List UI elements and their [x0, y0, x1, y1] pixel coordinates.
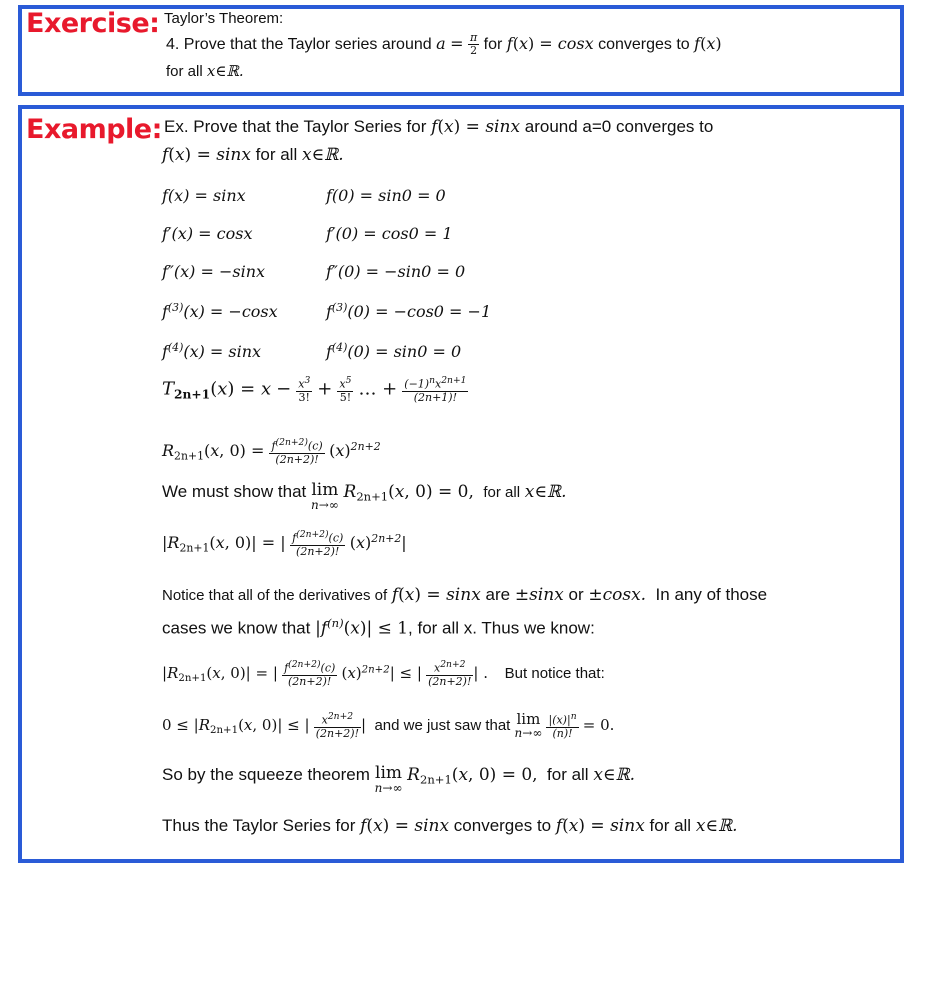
exercise-title: Taylor’s Theorem:	[164, 10, 284, 27]
example-intro-1: Ex. Prove that the Taylor Series for	[164, 117, 427, 136]
example-intro-2: around a=0 converges to	[524, 117, 714, 136]
exercise-math-f: f	[506, 33, 513, 53]
exercise-line2	[166, 62, 244, 80]
deriv-right-4: $f^{(4)}(0) = \sin 0 = 0$	[326, 341, 462, 361]
deriv-left-3: $f^{(3)}(x) = -\cos x$	[162, 301, 278, 321]
exercise-line2-math: x∈ℝ.	[206, 62, 244, 80]
exercise-tag: Exercise:	[26, 8, 160, 39]
exercise-prompt: 4. Prove that the Taylor series around a = $\frac{\pi}{2}$ for f(x) = cosx converges to f(x)	[166, 31, 722, 58]
deriv-left-2: f″(x) = −sinx	[162, 262, 266, 281]
squeeze-line: So by the squeeze theorem lim n→∞ $R_{2n+1}(x$, 0) = 0, for all x∈ℝ.	[162, 763, 636, 795]
conclusion-line: Thus the Taylor Series for f(x) = sinx converges to f(x) = sinx for all x∈ℝ.	[162, 816, 738, 836]
deriv-right-3: $f^{(3)}(0) = -\cos 0 = -1$	[326, 301, 492, 321]
exercise-math-a: a	[436, 33, 446, 53]
deriv-left-1: f′(x) = cosx	[162, 224, 253, 243]
remainder-formula: $R_{2n+1}(x$, 0) = $\frac{f^{(2n+2)}(c)}{(2n+2)!}$ $(x)^{2n+2}$	[162, 437, 381, 466]
exercise-prompt-text-3: converges to	[598, 35, 690, 53]
must-show-text: We must show that	[162, 482, 307, 501]
example-intro: Ex. Prove that the Taylor Series for f(x) = sinx around a=0 converges to	[164, 117, 714, 137]
deriv-left-0: f(x) = sinx	[162, 186, 246, 205]
deriv-right-2: f″(0) = −sin0 = 0	[326, 262, 466, 281]
exercise-prompt-text-1: Prove that the Taylor series around	[183, 35, 432, 53]
bounds-line: $0 \le |R_{2n+1}(x$, 0)| ≤ | $\frac{x^{2n+2}}{(2n+2)!}$ | and we just saw that lim n→∞ $\frac{|(x)|^n}{(n)!}$ = 0.	[162, 710, 615, 740]
abs-remainder: $|R_{2n+1}(x$, 0)| = | $\frac{f^{(2n+2)}(c)}{(2n+2)!}$ $(x)^{2n+2}|$	[162, 529, 407, 558]
exercise-item-number: 4.	[166, 35, 180, 53]
exercise-line2-text: for all	[166, 63, 203, 80]
cases-line: cases we know that $|f^{(n)}(x)| \le 1$, for all x. Thus we know:	[162, 616, 595, 639]
example-intro-line2-tail: for all	[255, 145, 298, 164]
deriv-right-1: f′(0) = cos0 = 1	[326, 224, 453, 243]
exercise-pi-over-2: $\frac{\pi}{2}$	[469, 31, 478, 58]
taylor-polynomial: $T_{2n+1}(x) = x$ − $\frac{x^3}{3!}$ + $\frac{x^5}{5!}$ … + $\frac{(-1)^nx^{2n+1}}{(2n+1)!}$	[162, 375, 467, 404]
deriv-left-4: $f^{(4)}(x) = \sin x$	[162, 341, 262, 361]
exercise-prompt-text-2: for	[483, 35, 503, 53]
notice-line: Notice that all of the derivatives of f(x) = sinx are ±sinx or ±cosx. In any of those	[162, 585, 768, 605]
example-tag: Example:	[26, 114, 162, 145]
inequality-line: $|R_{2n+1}(x$, 0)| = | $\frac{f^{(2n+2)}(c)}{(2n+2)!}$ $(x)^{2n+2}|$ ≤ | $\frac{x^{2n+2}}{(2n+2)!}$ | . But notice that:	[162, 659, 605, 688]
example-intro-line2: f(x) = sinx for all x∈ℝ.	[162, 145, 344, 165]
deriv-right-0: f(0) = sin0 = 0	[326, 186, 446, 205]
must-show-line: We must show that lim n→∞ $R_{2n+1}(x$, 0) = 0, for all x∈ℝ.	[162, 480, 567, 512]
